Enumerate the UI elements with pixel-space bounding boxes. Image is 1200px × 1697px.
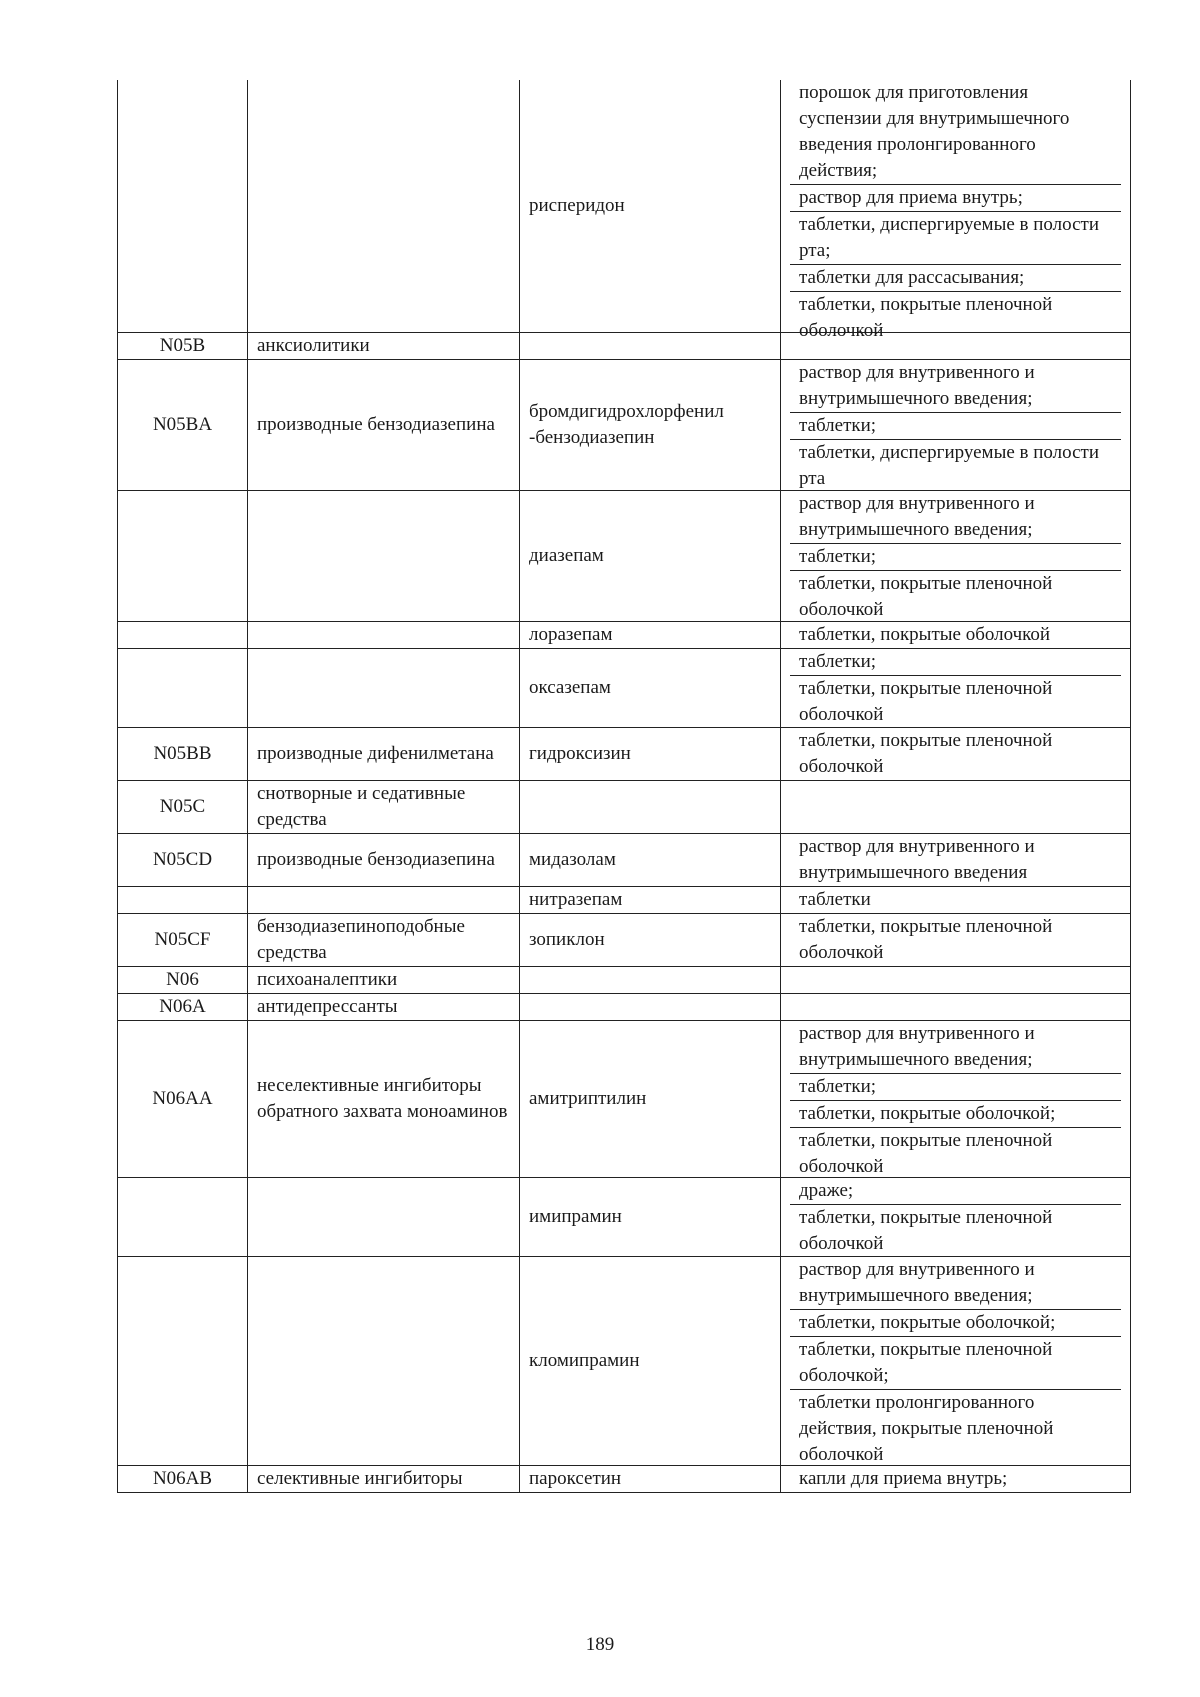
dosage-form-item	[790, 967, 1121, 993]
drug-name-cell: лоразепам	[520, 622, 781, 649]
dosage-form-item: таблетки, покрытые пленочной оболочкой	[790, 1204, 1121, 1257]
table-row	[118, 887, 1131, 914]
group-name-cell: производные бензодиазепина	[248, 360, 520, 491]
dosage-forms-cell	[781, 491, 1131, 622]
dosage-form-item: таблетки;	[790, 1073, 1121, 1100]
group-name-cell: производные бензодиазепина	[248, 834, 520, 887]
dosage-forms-cell	[781, 914, 1131, 967]
table-body	[118, 80, 1131, 1493]
table-row	[118, 994, 1131, 1021]
group-name-cell: анксиолитики	[248, 333, 520, 360]
dosage-form-item: таблетки, диспергируемые в полости рта	[790, 439, 1121, 492]
group-name-cell: снотворные и седативные средства	[248, 781, 520, 834]
group-name-cell: селективные ингибиторы	[248, 1466, 520, 1493]
dosage-form-item: раствор для внутривенного и внутримышечного введения;	[799, 362, 1035, 409]
drug-name-cell: нитразепам	[520, 887, 781, 914]
drug-name-cell	[520, 967, 781, 994]
drug-name-cell: гидроксизин	[520, 728, 781, 781]
dosage-form-item: капли для приема внутрь;	[799, 1468, 1008, 1489]
table-row	[118, 728, 1131, 781]
dosage-forms-cell	[781, 1257, 1131, 1466]
group-name-cell	[248, 622, 520, 649]
group-name-cell	[248, 1178, 520, 1257]
dosage-form-item: раствор для внутривенного и внутримышечного введения	[799, 836, 1035, 883]
table-row	[118, 333, 1131, 360]
dosage-forms-cell	[781, 1021, 1131, 1178]
drug-name-cell: зопиклон	[520, 914, 781, 967]
table-row	[118, 1021, 1131, 1178]
dosage-forms-cell	[781, 622, 1131, 649]
dosage-form-item: таблетки, покрытые пленочной оболочкой	[790, 291, 1121, 344]
dosage-form-item: таблетки;	[790, 412, 1121, 439]
dosage-forms-cell	[781, 649, 1131, 728]
table-row	[118, 967, 1131, 994]
dosage-forms-cell	[781, 360, 1131, 491]
dosage-form-item: раствор для приема внутрь;	[790, 184, 1121, 211]
atc-code-cell: N06	[118, 967, 248, 994]
dosage-forms-cell	[781, 728, 1131, 781]
dosage-forms-cell	[781, 781, 1131, 834]
drug-name-cell: имипрамин	[520, 1178, 781, 1257]
atc-code-cell	[118, 1257, 248, 1466]
table-row	[118, 649, 1131, 728]
table-row	[118, 834, 1131, 887]
dosage-forms-cell	[781, 887, 1131, 914]
table-row	[118, 914, 1131, 967]
dosage-form-item: таблетки, покрытые оболочкой	[799, 624, 1051, 645]
drug-name-cell: рисперидон	[520, 80, 781, 333]
drug-name-cell	[520, 781, 781, 834]
drug-name-cell	[520, 333, 781, 360]
atc-code-cell: N05CF	[118, 914, 248, 967]
group-name-cell: антидепрессанты	[248, 994, 520, 1021]
table-row	[118, 1178, 1131, 1257]
dosage-form-item: таблетки, покрытые пленочной оболочкой	[790, 570, 1121, 623]
group-name-cell	[248, 80, 520, 333]
table-row	[118, 1466, 1131, 1493]
dosage-form-item	[790, 333, 1121, 359]
atc-code-cell	[118, 1178, 248, 1257]
dosage-form-item	[790, 781, 1121, 833]
atc-code-cell: N05BB	[118, 728, 248, 781]
atc-code-cell	[118, 887, 248, 914]
atc-code-cell	[118, 80, 248, 333]
dosage-form-item: таблетки	[799, 889, 871, 910]
drug-name-cell: кломипрамин	[520, 1257, 781, 1466]
atc-code-cell: N06AB	[118, 1466, 248, 1493]
dosage-forms-cell	[781, 994, 1131, 1021]
page-number: 189	[585, 1634, 615, 1655]
drug-table	[117, 80, 1131, 1493]
table-row	[118, 80, 1131, 333]
table-row	[118, 622, 1131, 649]
dosage-form-item: раствор для внутривенного и внутримышечного введения;	[799, 493, 1035, 540]
dosage-forms-cell	[781, 1466, 1131, 1493]
atc-code-cell: N06AA	[118, 1021, 248, 1178]
dosage-forms-cell	[781, 333, 1131, 360]
group-name-cell: неселективные ингибиторы обратного захвата моноаминов	[248, 1021, 520, 1178]
dosage-form-item: драже;	[799, 1180, 854, 1201]
dosage-forms-cell	[781, 834, 1131, 887]
table-row	[118, 1257, 1131, 1466]
group-name-cell	[248, 491, 520, 622]
dosage-form-item: таблетки;	[790, 543, 1121, 570]
drug-name-cell: оксазепам	[520, 649, 781, 728]
dosage-forms-cell	[781, 1178, 1131, 1257]
atc-code-cell: N05C	[118, 781, 248, 834]
table-row	[118, 491, 1131, 622]
drug-name-cell	[520, 994, 781, 1021]
dosage-form-item: таблетки, покрытые пленочной оболочкой	[790, 1127, 1121, 1180]
dosage-form-item: таблетки для рассасывания;	[790, 264, 1121, 291]
dosage-forms-cell	[781, 967, 1131, 994]
dosage-form-item: таблетки;	[799, 651, 877, 672]
atc-code-cell	[118, 491, 248, 622]
group-name-cell: психоаналептики	[248, 967, 520, 994]
drug-name-cell: мидазолам	[520, 834, 781, 887]
atc-code-cell	[118, 649, 248, 728]
dosage-form-item: раствор для внутривенного и внутримышечного введения;	[799, 1259, 1035, 1306]
atc-code-cell: N06A	[118, 994, 248, 1021]
drug-name-cell: диазепам	[520, 491, 781, 622]
group-name-cell: бензодиазепиноподобные средства	[248, 914, 520, 967]
dosage-form-item: таблетки, покрытые пленочной оболочкой;	[790, 1336, 1121, 1389]
table-row	[118, 781, 1131, 834]
dosage-form-item: порошок для приготовления суспензии для внутримышечного введения пролонгированного действия;	[799, 82, 1070, 181]
dosage-form-item: таблетки, покрытые пленочной оболочкой	[790, 675, 1121, 728]
dosage-form-item: таблетки пролонгированного действия, покрытые пленочной оболочкой	[790, 1389, 1121, 1468]
atc-code-cell	[118, 622, 248, 649]
dosage-forms-cell	[781, 80, 1131, 341]
group-name-cell	[248, 887, 520, 914]
dosage-form-item: таблетки, покрытые оболочкой;	[790, 1309, 1121, 1336]
table-row	[118, 360, 1131, 491]
group-name-cell	[248, 1257, 520, 1466]
atc-code-cell: N05B	[118, 333, 248, 360]
group-name-cell	[248, 649, 520, 728]
dosage-form-item: таблетки, диспергируемые в полости рта;	[790, 211, 1121, 264]
atc-code-cell: N05CD	[118, 834, 248, 887]
group-name-cell: производные дифенилметана	[248, 728, 520, 781]
dosage-form-item: раствор для внутривенного и внутримышечного введения;	[799, 1023, 1035, 1070]
drug-name-cell: пароксетин	[520, 1466, 781, 1493]
dosage-form-item	[790, 994, 1121, 1020]
dosage-form-item: таблетки, покрытые оболочкой;	[790, 1100, 1121, 1127]
dosage-form-item: таблетки, покрытые пленочной оболочкой	[799, 730, 1053, 777]
drug-name-cell: амитриптилин	[520, 1021, 781, 1178]
drug-name-cell: бромдигидрохлорфенил -бензодиазепин	[520, 360, 781, 491]
atc-code-cell: N05BA	[118, 360, 248, 491]
dosage-form-item: таблетки, покрытые пленочной оболочкой	[799, 916, 1053, 963]
